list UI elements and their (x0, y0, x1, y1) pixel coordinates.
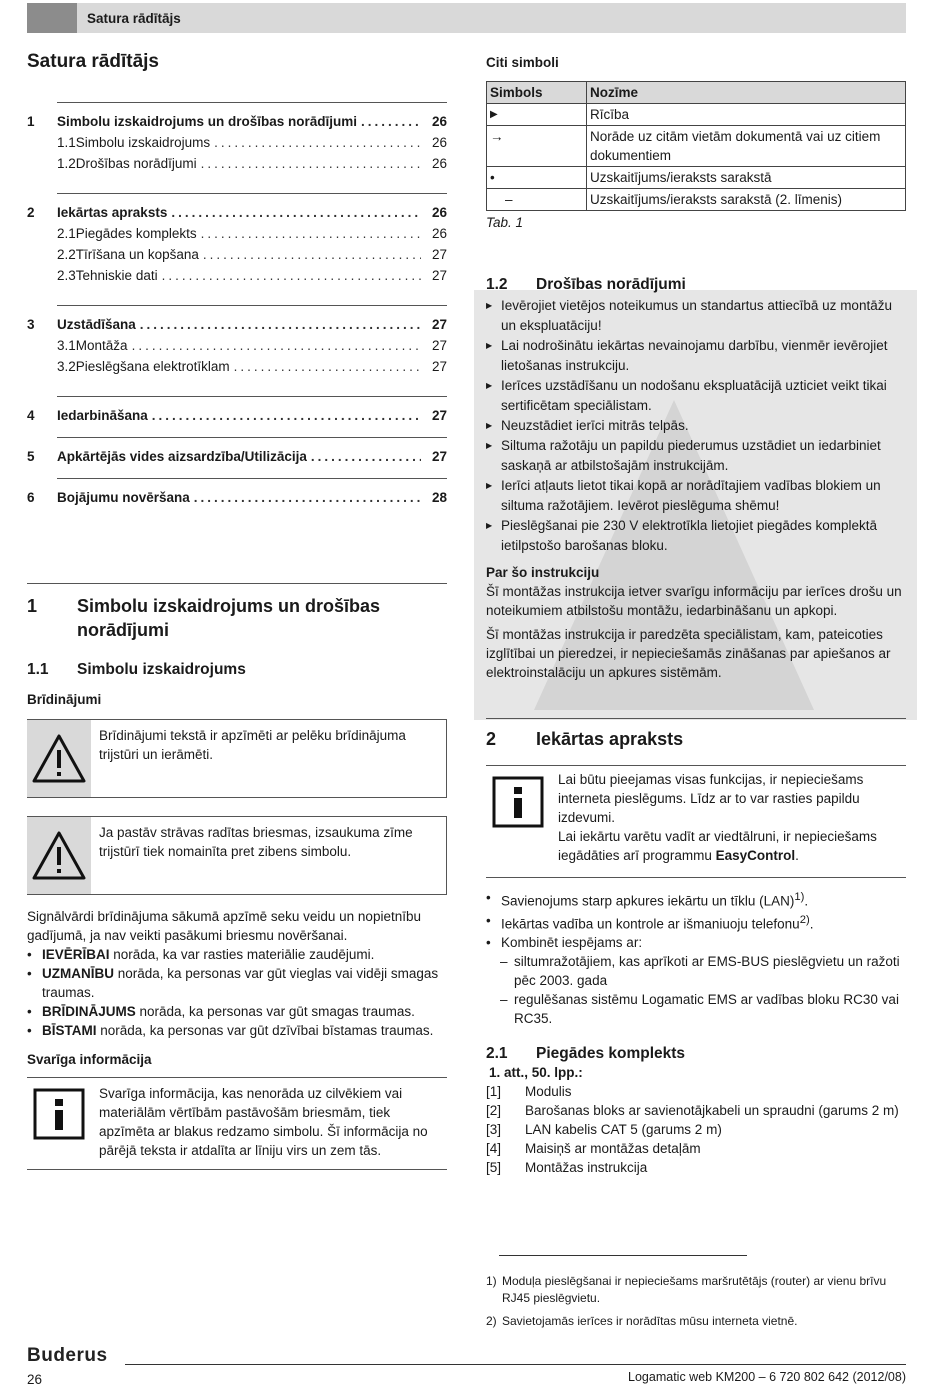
section-1-2-num: 1.2 (486, 276, 508, 293)
toc-page: 27 (431, 317, 447, 332)
delivery-item (486, 1158, 906, 1177)
warning-triangle-icon (27, 817, 91, 894)
meaning-cell: Norāde uz citām vietām dokumentā vai uz citiem dokumentiem (587, 126, 906, 167)
info-icon (27, 1078, 91, 1169)
toc-label: Tīrīšana un kopšana (75, 247, 199, 262)
footnote-rule (499, 1255, 747, 1256)
signal-word: BĪSTAMI (42, 1023, 97, 1038)
section-1 (27, 583, 447, 1170)
delivery-list (486, 1082, 906, 1177)
meaning-cell: Uzskaitījums/ieraksts sarakstā (2. līmenis) (587, 189, 906, 211)
safety-item: ▶ Ierīci atļauts lietot tikai kopā ar norādītajiem vadības blokiem un siltuma ražotājiem. Ievērot pieslēguma shēmu! (486, 476, 906, 516)
toc-page: 27 (431, 247, 447, 262)
toc-leader (132, 336, 421, 355)
toc-entry[interactable] (27, 203, 447, 224)
toc-page: 27 (431, 268, 447, 283)
toc-leader (361, 112, 421, 131)
toc-page: 27 (431, 359, 447, 374)
toc-num: 1 (27, 114, 35, 129)
safety-section (486, 275, 906, 682)
toc-num: 5 (27, 449, 35, 464)
warning-box (27, 719, 447, 798)
symbol-cell: – (487, 189, 587, 211)
toc-group (27, 478, 447, 509)
toc-page: 27 (431, 338, 447, 353)
delivery-item-num: [4] (486, 1141, 502, 1156)
toc-page: 26 (431, 205, 447, 220)
signal-meaning: norāda, ka personas var gūt smagas traumas. (135, 1004, 415, 1019)
toc-num: 3 (27, 317, 35, 332)
toc-label: Iedarbināšana (57, 408, 148, 423)
delivery-item (486, 1101, 906, 1120)
toc-subentry[interactable] (57, 336, 447, 357)
safety-item: ▶ Pieslēgšanai pie 230 V elektrotīkla lietojiet piegādes komplektā ietilpstošo barošanas bloku. (486, 516, 906, 556)
toc-group (27, 396, 447, 427)
toc-page: 27 (431, 408, 447, 423)
signal-words-list (27, 945, 447, 1040)
toc-subentry[interactable] (57, 245, 447, 266)
safety-item: ▶ Lai nodrošinātu iekārtas nevainojamu darbību, vienmēr ievērojiet lietošanas instrukciju. (486, 336, 906, 376)
section-2-num: 2 (486, 729, 497, 749)
section-1-1-num: 1.1 (27, 661, 49, 678)
delivery-item (486, 1082, 906, 1101)
signal-meaning: norāda, ka personas var gūt vieglas vai vidēji smagas traumas. (42, 966, 439, 1000)
symbols-col-header: Simbols (487, 82, 587, 104)
toc-leader (152, 406, 421, 425)
important-info-box (27, 1077, 447, 1170)
toc-label: Piegādes komplekts (75, 226, 197, 241)
delivery-item-label: Modulis (525, 1084, 572, 1099)
warning-box-text: Brīdinājumi tekstā ir apzīmēti ar pelēku brīdinājuma trijstūri un ierāmēti. (99, 728, 406, 762)
delivery-item-num: [3] (486, 1122, 502, 1137)
symbol-cell: • (487, 167, 587, 189)
toc-subentry[interactable] (57, 133, 447, 154)
toc-leader (171, 203, 421, 222)
toc-label: Montāža (75, 338, 128, 353)
toc-num: 4 (27, 408, 35, 423)
toc-num: 1.1 (57, 135, 76, 150)
document-id: Logamatic web KM200 – 6 720 802 642 (2012/08) (628, 1370, 906, 1384)
warning-triangle-icon (27, 720, 91, 797)
section-2-info-box (486, 765, 906, 878)
electric-warning-text: Ja pastāv strāvas radītas briesmas, izsaukuma zīme trijstūrī tiek nomainīta pret zibens simbolu. (99, 825, 413, 859)
toc-num: 3.1 (57, 338, 76, 353)
table-row (487, 104, 906, 126)
safety-item: ▶ Siltuma ražotāju un papildu piederumus uzstādiet un iedarbiniet saskaņā ar atbilstošajām instrukcijām. (486, 436, 906, 476)
toc-leader (311, 447, 421, 466)
toc-label: Simbolu izskaidrojums (75, 135, 211, 150)
toc-subentry[interactable] (57, 154, 447, 175)
toc-group (27, 102, 447, 175)
meaning-col-header: Nozīme (587, 82, 906, 104)
feature-combine: • Kombinēt iespējams ar: (486, 933, 906, 952)
table-row (487, 126, 906, 167)
section-2 (486, 718, 906, 1177)
table-row (487, 189, 906, 211)
toc-leader (203, 245, 421, 264)
meaning-cell: Rīcība (587, 104, 906, 126)
toc-page: 26 (431, 156, 447, 171)
about-paragraph-2: Šī montāžas instrukcija ir paredzēta speciālistam, kam, pateicoties izglītībai un pieredzei, ir nepieciešamās zināšanas par apiešanos ar elektroinstalāciju un apkures sistēmām. (486, 627, 891, 680)
symbols-table (486, 81, 906, 211)
footer-rule (125, 1364, 906, 1365)
other-symbols-heading: Citi simboli (486, 55, 559, 70)
toc-label: Iekārtas apraksts (57, 205, 168, 220)
toc-page: 26 (431, 226, 447, 241)
buderus-logo: Buderus (27, 1345, 108, 1366)
signal-word-item (27, 964, 447, 1002)
combine-item: – regulēšanas sistēmu Logamatic EMS ar vadības bloku RC30 vai RC35. (486, 990, 906, 1028)
safety-item: ▶ Ievērojiet vietējos noteikumus un standartus attiecībā uz montāžu un ekspluatāciju! (486, 296, 906, 336)
toc-num: 2.1 (57, 226, 76, 241)
signal-meaning: norāda, ka personas var gūt dzīvībai bīstamas traumas. (96, 1023, 434, 1038)
footnote-text: Moduļa pieslēgšanai ir nepieciešams maršrutētājs (router) ar vienu brīvu RJ45 pieslēgvietu. (502, 1274, 887, 1305)
important-info-text: Svarīga informācija, kas nenorāda uz cilvēkiem vai materiālām vērtībām pastāvošām briesmām, tiek apzīmēta ar blakus redzamo simbolu. Šī informācija no pārējā teksta ir atdalīta ar līniju virs un zem tās. (99, 1086, 428, 1158)
signal-word-item (27, 1002, 447, 1021)
signal-word: IEVĒRĪBAI (42, 947, 110, 962)
toc-label: Tehniskie dati (75, 268, 158, 283)
toc-page: 28 (431, 490, 447, 505)
delivery-item-label: LAN kabelis CAT 5 (garums 2 m) (525, 1122, 722, 1137)
safety-item: ▶ Ierīces uzstādīšanu un nodošanu ekspluatācijā uzticiet veikt tikai sertificētam speciālistam. (486, 376, 906, 416)
toc-leader (194, 488, 421, 507)
signal-meaning: norāda, ka var rasties materiālie zaudējumi. (109, 947, 375, 962)
features-list (486, 888, 906, 952)
combine-item: – siltumražotājiem, kas aprīkoti ar EMS-BUS pieslēgvietu un ražoti pēc 2003. gada (486, 952, 906, 990)
footnote-num: 2) (486, 1314, 497, 1328)
toc-leader (140, 315, 421, 334)
toc-num: 6 (27, 490, 35, 505)
table-caption: Tab. 1 (486, 215, 524, 230)
toc-label: Bojājumu novēršana (57, 490, 190, 505)
about-heading: Par šo instrukciju (486, 565, 600, 580)
delivery-item (486, 1120, 906, 1139)
toc-entry[interactable] (27, 488, 447, 509)
toc-leader (234, 357, 421, 376)
about-paragraph-1: Šī montāžas instrukcija ietver svarīgu informāciju par ierīces drošu un noteikumiem atbilstošu montāžu, iedarbināšanu un apkopi. (486, 584, 902, 618)
combine-list (486, 952, 906, 1028)
toc-label: Apkārtējās vides aizsardzība/Utilizācija (57, 449, 307, 464)
figure-reference: 1. att., 50. lpp.: (489, 1065, 583, 1080)
warnings-heading: Brīdinājumi (27, 692, 102, 707)
toc-entry[interactable] (27, 406, 447, 427)
toc-subentry[interactable] (57, 266, 447, 287)
toc-num: 3.2 (57, 359, 76, 374)
footnotes (486, 1273, 906, 1336)
info-icon (486, 766, 550, 877)
toc-label: Pieslēgšana elektrotīklam (75, 359, 230, 374)
toc-group (27, 437, 447, 468)
table-of-contents (27, 102, 447, 519)
toc-label: Drošības norādījumi (75, 156, 197, 171)
feature-smartphone: • Iekārtas vadība un kontrole ar išmaniuoju telefonu$^{2)}$. (486, 911, 906, 934)
section-1-title: Simbolu izskaidrojums un drošības norādījumi (77, 596, 381, 640)
signal-words-intro: Signālvārdi brīdinājuma sākumā apzīmē seku veidu un nopietnību gadījumā, ja nav veikti pasākumi briesmu novēršanai. (27, 909, 421, 943)
toc-label: Uzstādīšana (57, 317, 136, 332)
section-2-info-text: Lai būtu pieejamas visas funkcijas, ir nepieciešams interneta pieslēgums. Līdz ar to var rasties papildu izdevumi. Lai iekārtu varētu vadīt ar viedtālruni, ir nepieciešams iegādāties arī programmu EasyControl. (558, 772, 877, 863)
footnote-text: Savietojamās ierīces ir norādītas mūsu interneta vietnē. (502, 1314, 798, 1328)
signal-word: BRĪDINĀJUMS (42, 1004, 136, 1019)
delivery-item-label: Barošanas bloks ar savienotājkabeli un spraudni (garums 2 m) (525, 1103, 899, 1118)
toc-entry[interactable] (27, 315, 447, 336)
toc-leader (201, 154, 421, 173)
section-1-2-title: Drošības norādījumi (536, 276, 686, 293)
footnote (486, 1273, 906, 1307)
feature-lan: • Savienojums starp apkures iekārtu un tīklu (LAN)$^{1)}$. (486, 888, 906, 911)
toc-leader (201, 224, 421, 243)
section-2-title: Iekārtas apraksts (536, 729, 684, 749)
toc-num: 2.3 (57, 268, 76, 283)
signal-word: UZMANĪBU (42, 966, 114, 981)
signal-word-item (27, 945, 447, 964)
delivery-item-label: Montāžas instrukcija (525, 1160, 648, 1175)
toc-subentry[interactable] (57, 224, 447, 245)
important-info-heading: Svarīga informācija (27, 1052, 152, 1067)
delivery-item-num: [2] (486, 1103, 502, 1118)
toc-leader (214, 133, 421, 152)
toc-page: 27 (431, 449, 447, 464)
other-symbols (486, 53, 906, 232)
electric-warning-box (27, 816, 447, 895)
section-2-1-num: 2.1 (486, 1045, 508, 1062)
toc-page: 26 (431, 114, 447, 129)
toc-entry[interactable] (27, 112, 447, 133)
header-tab (27, 3, 77, 33)
delivery-item-num: [5] (486, 1160, 502, 1175)
toc-group (27, 305, 447, 378)
toc-group (27, 193, 447, 287)
section-2-1-title: Piegādes komplekts (536, 1045, 686, 1062)
page-number: 26 (27, 1372, 43, 1386)
signal-word-item (27, 1021, 447, 1040)
toc-subentry[interactable] (57, 357, 447, 378)
safety-list (486, 296, 906, 556)
toc-page: 26 (431, 135, 447, 150)
footnote-num: 1) (486, 1274, 497, 1288)
toc-num: 1.2 (57, 156, 76, 171)
delivery-item-num: [1] (486, 1084, 502, 1099)
footnote (486, 1313, 906, 1330)
toc-num: 2.2 (57, 247, 76, 262)
table-row (487, 167, 906, 189)
symbol-cell: → (487, 126, 587, 167)
delivery-item (486, 1139, 906, 1158)
toc-leader (162, 266, 421, 285)
delivery-item-label: Maisiņš ar montāžas detaļām (525, 1141, 701, 1156)
toc-entry[interactable] (27, 447, 447, 468)
meaning-cell: Uzskaitījums/ieraksts sarakstā (587, 167, 906, 189)
symbol-cell: ▶ (487, 104, 587, 126)
safety-item: ▶ Neuzstādiet ierīci mitrās telpās. (486, 416, 906, 436)
toc-num: 2 (27, 205, 35, 220)
toc-label: Simbolu izskaidrojums un drošības norādījumi (57, 114, 358, 129)
header-title: Satura rādītājs (87, 11, 181, 26)
section-1-1-title: Simbolu izskaidrojums (77, 661, 246, 678)
toc-title: Satura rādītājs (27, 51, 159, 72)
section-1-num: 1 (27, 596, 38, 616)
